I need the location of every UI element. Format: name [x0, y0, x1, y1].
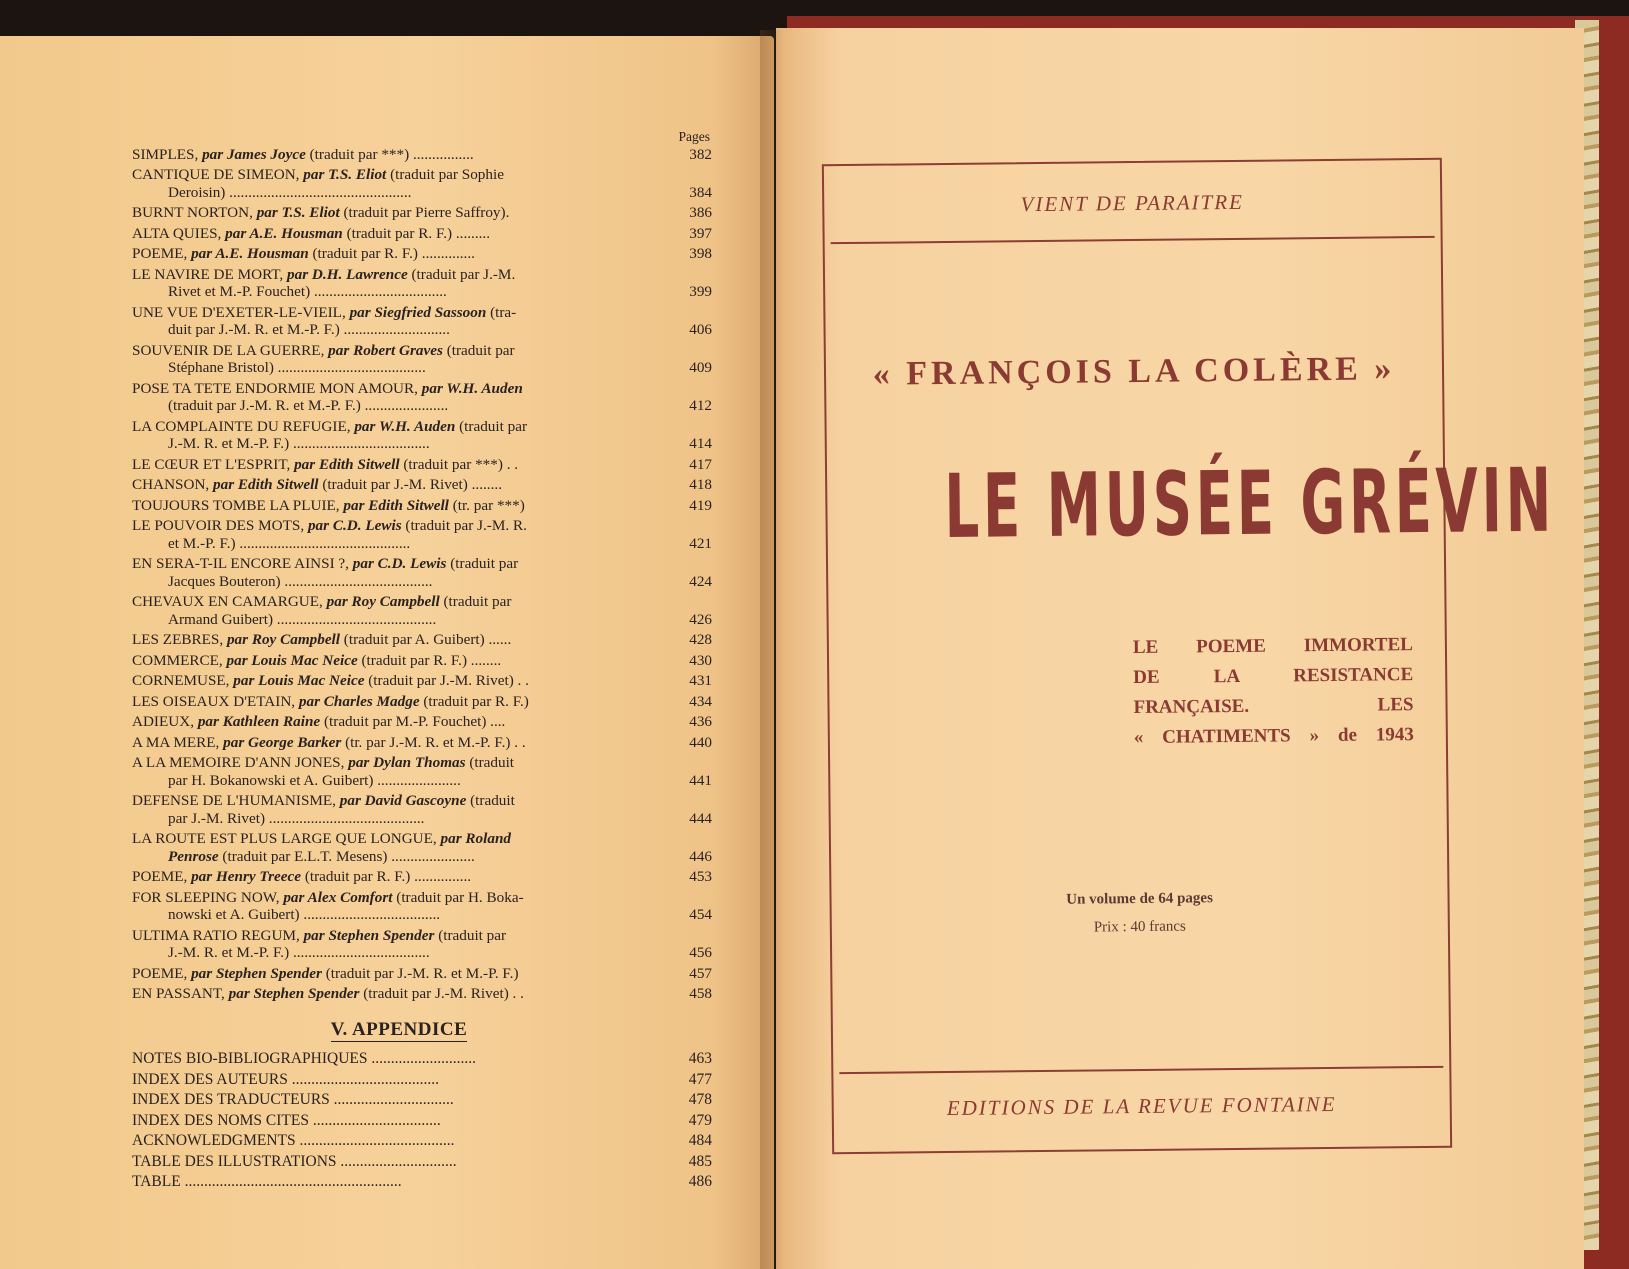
- toc-entry-line: COMMERCE, par Louis Mac Neice (traduit par R. F.) ........: [132, 651, 502, 669]
- toc-entry: [132, 754, 712, 789]
- toc-entry-line: POEME, par A.E. Housman (traduit par R. F.) ..............: [132, 245, 475, 262]
- toc-entry-line: LA ROUTE EST PLUS LARGE QUE LONGUE, par Roland: [132, 830, 512, 847]
- appendix-entry: [132, 1132, 712, 1150]
- toc-entry-line: LES OISEAUX D'ETAIN, par Charles Madge (traduit par R. F.): [132, 692, 529, 710]
- toc-page-number: 434: [689, 692, 712, 710]
- toc-entry: [132, 456, 712, 474]
- toc-entry: [132, 889, 712, 924]
- appendix-title: V. APPENDICE: [330, 1018, 468, 1040]
- appendix-page-number: 485: [688, 1152, 712, 1170]
- toc-entry-line: DEFENSE DE L'HUMANISME, par David Gascoyne (traduit: [132, 792, 515, 809]
- toc-entry-line: Penrose (traduit par E.L.T. Mesens) ......................: [168, 847, 475, 865]
- toc-entry: [132, 304, 712, 339]
- appendix-page-number: 479: [688, 1111, 712, 1129]
- toc-entry: [132, 965, 712, 983]
- toc-page-number: 440: [689, 733, 712, 751]
- toc-page-number: 419: [689, 496, 712, 514]
- appendix-entry: [132, 1173, 712, 1191]
- toc-entry-line: CHANSON, par Edith Sitwell (traduit par J.-M. Rivet) ........: [132, 476, 502, 493]
- subtitle: « FRANÇOIS LA COLÈRE »: [872, 350, 1396, 393]
- toc-entry-line: LE CŒUR ET L'ESPRIT, par Edith Sitwell (traduit par ***) . .: [132, 455, 519, 473]
- toc-page-number: 384: [689, 183, 712, 201]
- appendix-page-number: 478: [688, 1091, 712, 1108]
- toc-entry: [132, 593, 712, 628]
- toc-entry-line: POSE TA TETE ENDORMIE MON AMOUR, par W.H. Auden: [132, 379, 523, 397]
- toc-entry-line: A MA MERE, par George Barker (tr. par J.-M. R. et M.-P. F.) . .: [132, 733, 526, 751]
- toc-entry-line: ULTIMA RATIO REGUM, par Stephen Spender (traduit par: [132, 926, 507, 944]
- toc-page-number: 454: [689, 906, 712, 923]
- toc-page-number: 412: [689, 397, 712, 414]
- blurb-line: « CHATIMENTS » de 1943: [1133, 724, 1414, 749]
- appendix-entry-text: ACKNOWLEDGMENTS ........................................: [132, 1132, 455, 1149]
- toc-entry-line: LE NAVIRE DE MORT, par D.H. Lawrence (traduit par J.-M.: [132, 265, 516, 283]
- toc-entry-line: FOR SLEEPING NOW, par Alex Comfort (traduit par H. Boka-: [132, 888, 524, 906]
- toc-entry: [132, 476, 712, 494]
- toc-page-number: 458: [689, 985, 712, 1002]
- appendix-entry-text: TABLE ........................................................: [132, 1173, 402, 1190]
- appendix-page-number: 477: [688, 1070, 712, 1088]
- toc-entry: [132, 792, 712, 827]
- toc-entry-line: par J.-M. Rivet) .........................................: [168, 809, 425, 827]
- appendix-entry-text: INDEX DES AUTEURS ......................................: [132, 1070, 439, 1088]
- toc-entry: [132, 631, 712, 649]
- appendix-page-number: 463: [688, 1050, 712, 1067]
- blurb: [1133, 630, 1414, 753]
- toc-entry-line: (traduit par J.-M. R. et M.-P. F.) ......................: [168, 397, 449, 414]
- toc-entry-line: J.-M. R. et M.-P. F.) ....................................: [168, 435, 430, 452]
- toc-page-number: 431: [689, 672, 712, 689]
- toc-page-number: 421: [689, 534, 712, 552]
- toc-page-number: 430: [689, 651, 712, 669]
- toc-entry-line: ALTA QUIES, par A.E. Housman (traduit par R. F.) .........: [132, 224, 491, 242]
- toc-entry-line: Jacques Bouteron) .......................................: [168, 572, 433, 590]
- toc-page-number: 397: [689, 224, 712, 242]
- appendix-entry: [132, 1050, 712, 1068]
- toc-entry: [132, 342, 712, 377]
- toc-entry-line: CHEVAUX EN CAMARGUE, par Roy Campbell (traduit par: [132, 593, 512, 610]
- appendix-page-number: 486: [688, 1173, 712, 1190]
- toc-entry: [132, 245, 712, 263]
- toc-page-number: 417: [689, 455, 712, 473]
- toc-entry: [132, 146, 712, 164]
- toc-entry-line: UNE VUE D'EXETER-LE-VIEIL, par Siegfried Sassoon (tra-: [132, 303, 517, 321]
- toc-page-number: 456: [689, 944, 712, 961]
- toc-entries: [132, 146, 712, 1003]
- toc-entry-line: EN SERA-T-IL ENCORE AINSI ?, par C.D. Lewis (traduit par: [132, 555, 519, 572]
- toc-entry: [132, 497, 712, 515]
- appendix-page-number: 484: [688, 1132, 712, 1149]
- toc-entry: [132, 652, 712, 670]
- toc-page-number: 428: [689, 631, 712, 648]
- toc-page-number: 436: [689, 713, 712, 730]
- appendix-entry-text: NOTES BIO-BIBLIOGRAPHIQUES ...........................: [132, 1050, 477, 1067]
- toc-entry: [132, 985, 712, 1003]
- appendix-entry: [132, 1071, 712, 1089]
- toc-page-number: 441: [689, 771, 712, 789]
- toc-entry-line: SOUVENIR DE LA GUERRE, par Robert Graves (traduit par: [132, 341, 515, 359]
- toc-entry-line: CORNEMUSE, par Louis Mac Neice (traduit par J.-M. Rivet) . .: [132, 672, 529, 689]
- toc-entry: [132, 517, 712, 552]
- advertisement-frame: [822, 158, 1556, 1154]
- toc-page-number: 424: [689, 572, 712, 590]
- toc-entry-line: Rivet et M.-P. Fouchet) ...................................: [168, 283, 447, 300]
- toc-entry: [132, 204, 712, 222]
- appendix-entry-text: INDEX DES NOMS CITES .................................: [132, 1111, 441, 1129]
- main-title: LE MUSÉE GRÉVIN: [943, 448, 1556, 559]
- toc-page-number: 382: [689, 145, 712, 163]
- toc-page-number: 418: [689, 476, 712, 493]
- toc-entry-line: Deroisin) ................................................: [168, 183, 412, 201]
- toc-entry: [132, 225, 712, 243]
- vient-de-paraitre: VIENT DE PARAITRE: [1020, 189, 1245, 217]
- toc-entry-line: LA COMPLAINTE DU REFUGIE, par W.H. Auden (traduit par: [132, 417, 528, 435]
- toc-entry-line: J.-M. R. et M.-P. F.) ....................................: [168, 944, 430, 961]
- toc-entry: [132, 380, 712, 415]
- toc-entry-line: SIMPLES, par James Joyce (traduit par ***) ................: [132, 145, 474, 163]
- publisher: EDITIONS DE LA REVUE FONTAINE: [946, 1091, 1337, 1121]
- blurb-line: LE POEME IMMORTEL: [1132, 634, 1414, 659]
- appendix-entry-text: INDEX DES TRADUCTEURS ...............................: [132, 1091, 454, 1108]
- toc-entry: [132, 868, 712, 886]
- toc-entry-line: BURNT NORTON, par T.S. Eliot (traduit par Pierre Saffroy).: [132, 204, 510, 221]
- toc-page-number: 414: [689, 435, 712, 452]
- toc-page-number: 457: [689, 964, 712, 982]
- toc-entry-line: A LA MEMOIRE D'ANN JONES, par Dylan Thomas (traduit: [132, 754, 515, 771]
- toc-page-number: 444: [689, 809, 712, 827]
- toc-entry: [132, 693, 712, 711]
- price-info: Prix : 40 francs: [1093, 918, 1186, 936]
- blurb-line: DE LA RESISTANCE: [1133, 664, 1414, 689]
- toc-page-number: 446: [689, 847, 712, 865]
- appendix-entries: [132, 1050, 712, 1191]
- toc-page-number: 409: [689, 359, 712, 376]
- toc-entry: [132, 713, 712, 731]
- toc-entry-line: Stéphane Bristol) .......................................: [168, 359, 426, 376]
- toc-page-number: 398: [689, 245, 712, 262]
- toc-page-number: 399: [689, 283, 712, 300]
- toc-entry-line: TOUJOURS TOMBE LA PLUIE, par Edith Sitwell (tr. par ***): [132, 496, 525, 514]
- toc-entry-line: EN PASSANT, par Stephen Spender (traduit par J.-M. Rivet) . .: [132, 985, 524, 1002]
- appendix-entry: [132, 1091, 712, 1109]
- toc-entry-line: POEME, par Stephen Spender (traduit par J.-M. R. et M.-P. F.): [132, 964, 519, 982]
- toc-entry-line: Armand Guibert) ..........................................: [168, 610, 437, 628]
- toc-entry-line: ADIEUX, par Kathleen Raine (traduit par M.-P. Fouchet) ....: [132, 713, 506, 730]
- toc-entry: [132, 555, 712, 590]
- rule-top: [831, 236, 1435, 244]
- appendix-entry-text: TABLE DES ILLUSTRATIONS ..............................: [132, 1152, 457, 1170]
- pages-header: Pages: [678, 129, 710, 144]
- appendix-entry: [132, 1112, 712, 1130]
- toc-entry-line: POEME, par Henry Treece (traduit par R. F.) ...............: [132, 868, 472, 885]
- rule-bottom: [839, 1066, 1443, 1074]
- appendix-entry: [132, 1153, 712, 1171]
- toc-entry: [132, 166, 712, 201]
- toc-entry-line: LE POUVOIR DES MOTS, par C.D. Lewis (traduit par J.-M. R.: [132, 517, 527, 534]
- toc-entry: [132, 418, 712, 453]
- toc-page-number: 426: [689, 610, 712, 628]
- toc-entry-line: et M.-P. F.) .............................................: [168, 534, 411, 552]
- toc-entry: [132, 672, 712, 690]
- toc-page-number: 386: [689, 204, 712, 221]
- blurb-line: FRANÇAISE. LES: [1133, 694, 1414, 719]
- toc-entry: [132, 830, 712, 865]
- toc-page-number: 406: [689, 321, 712, 338]
- toc-page-number: 453: [689, 868, 712, 885]
- toc-entry-line: duit par J.-M. R. et M.-P. F.) ............................: [168, 321, 450, 338]
- table-of-contents: [132, 128, 712, 1194]
- toc-entry-line: LES ZEBRES, par Roy Campbell (traduit par A. Guibert) ......: [132, 631, 512, 648]
- volume-info: Un volume de 64 pages: [1066, 890, 1213, 908]
- toc-entry: [132, 266, 712, 301]
- toc-entry-line: par H. Bokanowski et A. Guibert) ......................: [168, 771, 461, 789]
- toc-entry: [132, 734, 712, 752]
- toc-entry: [132, 927, 712, 962]
- toc-entry-line: CANTIQUE DE SIMEON, par T.S. Eliot (traduit par Sophie: [132, 166, 504, 183]
- toc-entry-line: nowski et A. Guibert) ....................................: [168, 906, 441, 923]
